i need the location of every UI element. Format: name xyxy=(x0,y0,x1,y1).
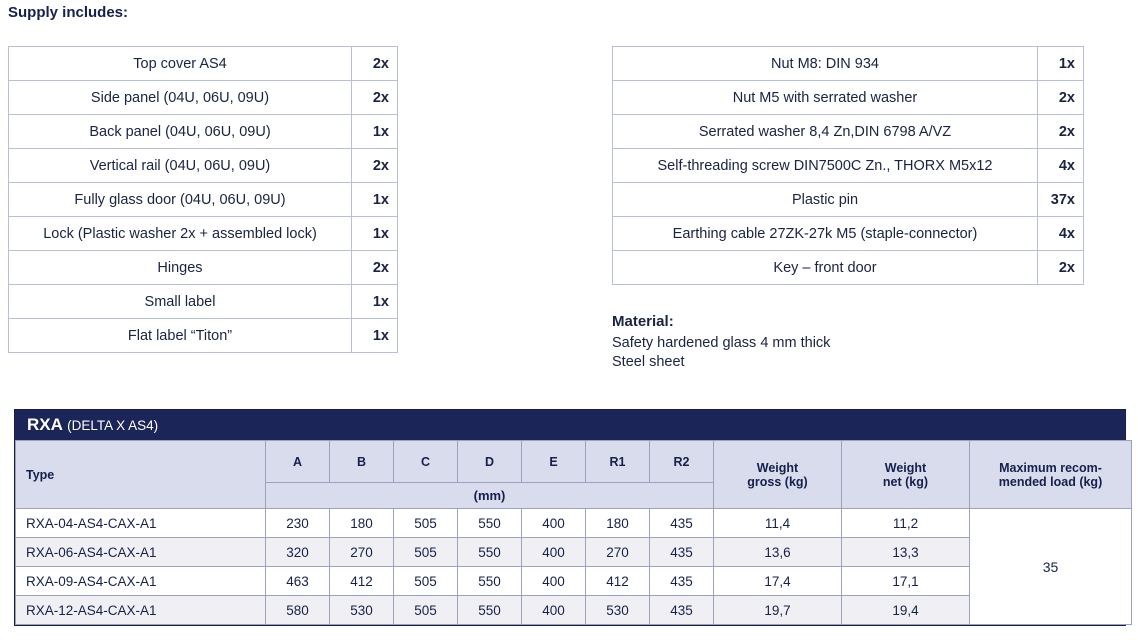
supply-item-qty: 37x xyxy=(1038,183,1084,217)
cell-type: RXA-04-AS4-CAX-A1 xyxy=(16,509,266,538)
supply-item-qty: 1x xyxy=(352,183,398,217)
cell-weight-net: 17,1 xyxy=(842,567,970,596)
cell-r1: 180 xyxy=(586,509,650,538)
cell-b: 412 xyxy=(330,567,394,596)
cell-weight-net: 11,2 xyxy=(842,509,970,538)
col-weight-net xyxy=(842,441,970,509)
cell-type: RXA-06-AS4-CAX-A1 xyxy=(16,538,266,567)
material-title: Material: xyxy=(612,313,674,330)
col-b: B xyxy=(330,441,394,483)
table-row xyxy=(9,319,398,353)
col-r1: R1 xyxy=(586,441,650,483)
supply-item-qty: 1x xyxy=(352,285,398,319)
cell-type: RXA-12-AS4-CAX-A1 xyxy=(16,596,266,625)
cell-weight-net: 19,4 xyxy=(842,596,970,625)
supply-item-name: Key – front door xyxy=(613,251,1038,285)
supply-table-left xyxy=(8,46,398,353)
rxa-data-table xyxy=(15,440,1132,625)
cell-type: RXA-09-AS4-CAX-A1 xyxy=(16,567,266,596)
cell-r2: 435 xyxy=(650,567,714,596)
cell-weight-gross: 13,6 xyxy=(714,538,842,567)
table-row xyxy=(9,251,398,285)
supply-item-name: Nut M8: DIN 934 xyxy=(613,47,1038,81)
cell-b: 270 xyxy=(330,538,394,567)
cell-e: 400 xyxy=(522,596,586,625)
table-row xyxy=(613,217,1084,251)
col-max-load xyxy=(970,441,1132,509)
material-line: Steel sheet xyxy=(612,354,685,370)
cell-b: 180 xyxy=(330,509,394,538)
supply-item-qty: 4x xyxy=(1038,217,1084,251)
supply-table-right xyxy=(612,46,1084,285)
table-row xyxy=(9,81,398,115)
table-row xyxy=(613,81,1084,115)
table-row xyxy=(16,538,1132,567)
supply-item-name: Nut M5 with serrated washer xyxy=(613,81,1038,115)
table-row xyxy=(16,567,1132,596)
supply-item-qty: 1x xyxy=(352,115,398,149)
supply-item-qty: 2x xyxy=(352,81,398,115)
col-weight-gross-line1: Weight xyxy=(756,460,799,475)
supply-item-name: Back panel (04U, 06U, 09U) xyxy=(9,115,352,149)
cell-e: 400 xyxy=(522,509,586,538)
cell-c: 505 xyxy=(394,538,458,567)
rxa-table-header xyxy=(15,410,1125,440)
col-max-load-line2: mended load (kg) xyxy=(998,474,1103,489)
rxa-header-subtitle: (DELTA X AS4) xyxy=(67,418,159,433)
col-type: Type xyxy=(16,441,266,509)
supply-item-qty: 1x xyxy=(352,319,398,353)
supply-item-qty: 2x xyxy=(352,47,398,81)
table-row xyxy=(9,183,398,217)
col-r2: R2 xyxy=(650,441,714,483)
supply-item-qty: 2x xyxy=(1038,81,1084,115)
supply-item-name: Self-threading screw DIN7500C Zn., THORX M5x12 xyxy=(613,149,1038,183)
col-weight-gross xyxy=(714,441,842,509)
supply-item-qty: 1x xyxy=(352,217,398,251)
table-row xyxy=(9,285,398,319)
cell-r2: 435 xyxy=(650,596,714,625)
supply-includes-title: Supply includes: xyxy=(8,4,129,21)
table-row xyxy=(9,149,398,183)
supply-item-name: Hinges xyxy=(9,251,352,285)
col-weight-net-line1: Weight xyxy=(884,460,927,475)
table-row xyxy=(613,149,1084,183)
supply-item-name: Side panel (04U, 06U, 09U) xyxy=(9,81,352,115)
col-max-load-line1: Maximum recom- xyxy=(999,460,1102,475)
cell-a: 230 xyxy=(266,509,330,538)
cell-max-load: 35 xyxy=(970,509,1132,625)
table-row xyxy=(613,183,1084,217)
supply-item-name: Lock (Plastic washer 2x + assembled lock) xyxy=(9,217,352,251)
cell-r1: 270 xyxy=(586,538,650,567)
supply-item-name: Plastic pin xyxy=(613,183,1038,217)
supply-item-name: Small label xyxy=(9,285,352,319)
cell-b: 530 xyxy=(330,596,394,625)
supply-item-name: Fully glass door (04U, 06U, 09U) xyxy=(9,183,352,217)
cell-weight-net: 13,3 xyxy=(842,538,970,567)
table-row xyxy=(16,509,1132,538)
col-a: A xyxy=(266,441,330,483)
col-c: C xyxy=(394,441,458,483)
cell-d: 550 xyxy=(458,567,522,596)
cell-a: 580 xyxy=(266,596,330,625)
col-weight-net-line2: net (kg) xyxy=(882,474,929,489)
col-e: E xyxy=(522,441,586,483)
table-row xyxy=(9,115,398,149)
cell-e: 400 xyxy=(522,567,586,596)
table-row xyxy=(16,596,1132,625)
rxa-header-row xyxy=(16,441,1132,483)
cell-r1: 530 xyxy=(586,596,650,625)
table-row xyxy=(9,217,398,251)
supply-item-name: Serrated washer 8,4 Zn,DIN 6798 A/VZ xyxy=(613,115,1038,149)
cell-c: 505 xyxy=(394,509,458,538)
supply-item-qty: 4x xyxy=(1038,149,1084,183)
supply-item-qty: 2x xyxy=(1038,251,1084,285)
table-row xyxy=(613,47,1084,81)
cell-e: 400 xyxy=(522,538,586,567)
supply-item-qty: 2x xyxy=(352,251,398,285)
cell-a: 320 xyxy=(266,538,330,567)
cell-c: 505 xyxy=(394,596,458,625)
supply-item-name: Vertical rail (04U, 06U, 09U) xyxy=(9,149,352,183)
cell-d: 550 xyxy=(458,538,522,567)
cell-d: 550 xyxy=(458,596,522,625)
supply-item-qty: 2x xyxy=(352,149,398,183)
supply-item-name: Flat label “Titon” xyxy=(9,319,352,353)
supply-item-name: Earthing cable 27ZK-27k M5 (staple-connector) xyxy=(613,217,1038,251)
table-row xyxy=(9,47,398,81)
table-row xyxy=(613,115,1084,149)
material-block xyxy=(612,312,830,372)
cell-weight-gross: 17,4 xyxy=(714,567,842,596)
col-d: D xyxy=(458,441,522,483)
cell-weight-gross: 11,4 xyxy=(714,509,842,538)
cell-weight-gross: 19,7 xyxy=(714,596,842,625)
supply-item-qty: 2x xyxy=(1038,115,1084,149)
cell-c: 505 xyxy=(394,567,458,596)
rxa-header-code: RXA xyxy=(27,415,63,434)
cell-r1: 412 xyxy=(586,567,650,596)
rxa-specification-table xyxy=(14,409,1126,626)
material-line: Safety hardened glass 4 mm thick xyxy=(612,335,831,351)
cell-r2: 435 xyxy=(650,538,714,567)
supply-item-name: Top cover AS4 xyxy=(9,47,352,81)
unit-label: (mm) xyxy=(266,483,714,509)
supply-item-qty: 1x xyxy=(1038,47,1084,81)
cell-a: 463 xyxy=(266,567,330,596)
cell-d: 550 xyxy=(458,509,522,538)
col-weight-gross-line2: gross (kg) xyxy=(747,474,808,489)
cell-r2: 435 xyxy=(650,509,714,538)
table-row xyxy=(613,251,1084,285)
